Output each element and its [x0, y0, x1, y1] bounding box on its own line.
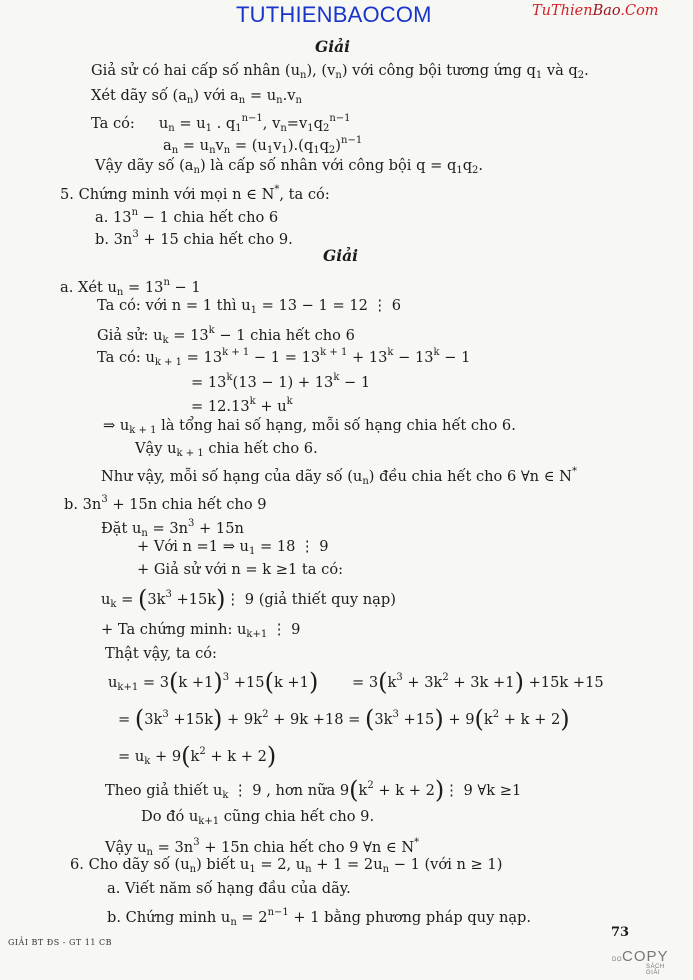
text-line: Ta có: $u_{k + 1} = 13^{k + 1} - 1 = 13^{k + 1} + 13^k - 13^k - 1$: [97, 347, 471, 368]
text-line: Vậy dãy số $(a_n)$ là cấp số nhân với công bội $q = q_1q_2$.: [95, 157, 484, 176]
brand-part-b: Bao: [592, 3, 621, 19]
brand-part-c: .Com: [620, 3, 659, 19]
book-footer: GIẢI BT ĐS - GT 11 CB: [8, 938, 113, 947]
text-line: Ta có: $u_n = u_1$ . $q_1^{n-1}$, $v_n=v_1q_2^{n-1}$: [91, 113, 351, 134]
text-line: $u_{k+1} = 3(k +1)^3 +15(k +1)$: [108, 668, 319, 696]
text-line: Xét dãy số $(a_n)$ với $a_n = u_n.v_n$: [91, 87, 302, 106]
problem-6-title: 6. Cho dãy số $(u_n)$ biết $u_1 = 2$, $u_n + 1 = 2u_n - 1$ (với n ≥ 1): [70, 856, 503, 875]
text-line: a. Xét $u_n = 13^n - 1$: [60, 277, 201, 298]
text-line: Vậy $u_{k + 1}$ chia hết cho 6.: [135, 440, 318, 459]
text-line: + Giả sử với n = k ≥1 ta có:: [137, 561, 344, 578]
text-line: $a_n = u_nv_n = (u_1v_1).(q_1q_2)^{n-1}$: [163, 135, 363, 156]
text-line: = $12.13^k + u^k$: [191, 396, 293, 415]
problem-6a: a. Viết năm số hạng đầu của dãy.: [107, 880, 351, 897]
text-line: ⇒ $u_{k + 1}$ là tổng hai số hạng, mỗi số hạng chia hết cho 6.: [103, 417, 516, 436]
text-line: Do đó $u_{k+1}$ cũng chia hết cho 9.: [141, 808, 375, 827]
site-header: TUTHIENBAOCOM: [236, 2, 432, 27]
brand-logo: [532, 3, 659, 19]
solution-heading: Giải: [315, 37, 351, 56]
problem-5a: a. $13^n - 1$ chia hết cho 6: [95, 207, 279, 226]
text-line: Ta có: với n = 1 thì $u_1 = 13 - 1 = 12$ ⋮ 6: [97, 297, 402, 316]
text-line: + Ta chứng minh: $u_{k+1}$ ⋮ 9: [101, 621, 301, 640]
text-line: Như vậy, mỗi số hạng của dãy số $(u_n)$ đều chia hết cho 6 ∀n ∈ N*: [101, 466, 577, 487]
text-line: Giả sử: $u_k = 13^k - 1$ chia hết cho 6: [97, 325, 355, 346]
solution-heading: Giải: [323, 246, 359, 265]
page-number: 73: [611, 925, 630, 940]
text-line: Giả sử có hai cấp số nhân $(u_n)$, $(v_n)$ với công bội tương ứng $q_1$ và $q_2$.: [91, 62, 589, 81]
problem-5b: b. $3n^3 + 15$ chia hết cho 9.: [95, 229, 293, 248]
text-line: Vậy $u_n = 3n^3 + 15n$ chia hết cho 9 ∀n ∈ N*: [105, 837, 420, 858]
text-line: = $3(k^3 + 3k^2 + 3k +1) +15k +15$: [352, 668, 604, 696]
text-line: = $13^k(13 - 1) + 13^k - 1$: [191, 372, 371, 391]
problem-5-title: 5. Chứng minh với mọi n ∈ N*, ta có:: [60, 184, 330, 203]
copy-stamp: DOCOPY SÁCH GIẢI: [612, 948, 669, 976]
text-line: = $(3k^3 +15k) + 9k^2 + 9k +18 = (3k^3 +15) + 9(k^2 + k + 2)$: [118, 705, 570, 733]
text-line: $u_k = (3k^3$ +15k)⋮ 9 (giả thiết quy nạp): [101, 585, 396, 613]
brand-part-a: TuThien: [532, 3, 593, 19]
problem-6b: b. Chứng minh $u_n = 2^{n-1} + 1$ bằng phương pháp quy nạp.: [107, 907, 532, 928]
text-line: Thật vậy, ta có:: [105, 645, 217, 662]
text-line: b. $3n^3 + 15n$ chia hết cho 9: [64, 494, 267, 513]
text-line: = $u_k + 9(k^2 + k + 2)$: [118, 742, 277, 770]
text-line: Theo giả thiết $u_k$ ⋮ 9 , hơn nữa $9(k^2 + k$ + 2)⋮ 9 ∀k ≥1: [105, 776, 522, 804]
text-line: Đặt $u_n = 3n^3 + 15n$: [101, 518, 244, 539]
text-line: + Với n =1 ⇒ $u_1 = 18$ ⋮ 9: [137, 538, 329, 557]
